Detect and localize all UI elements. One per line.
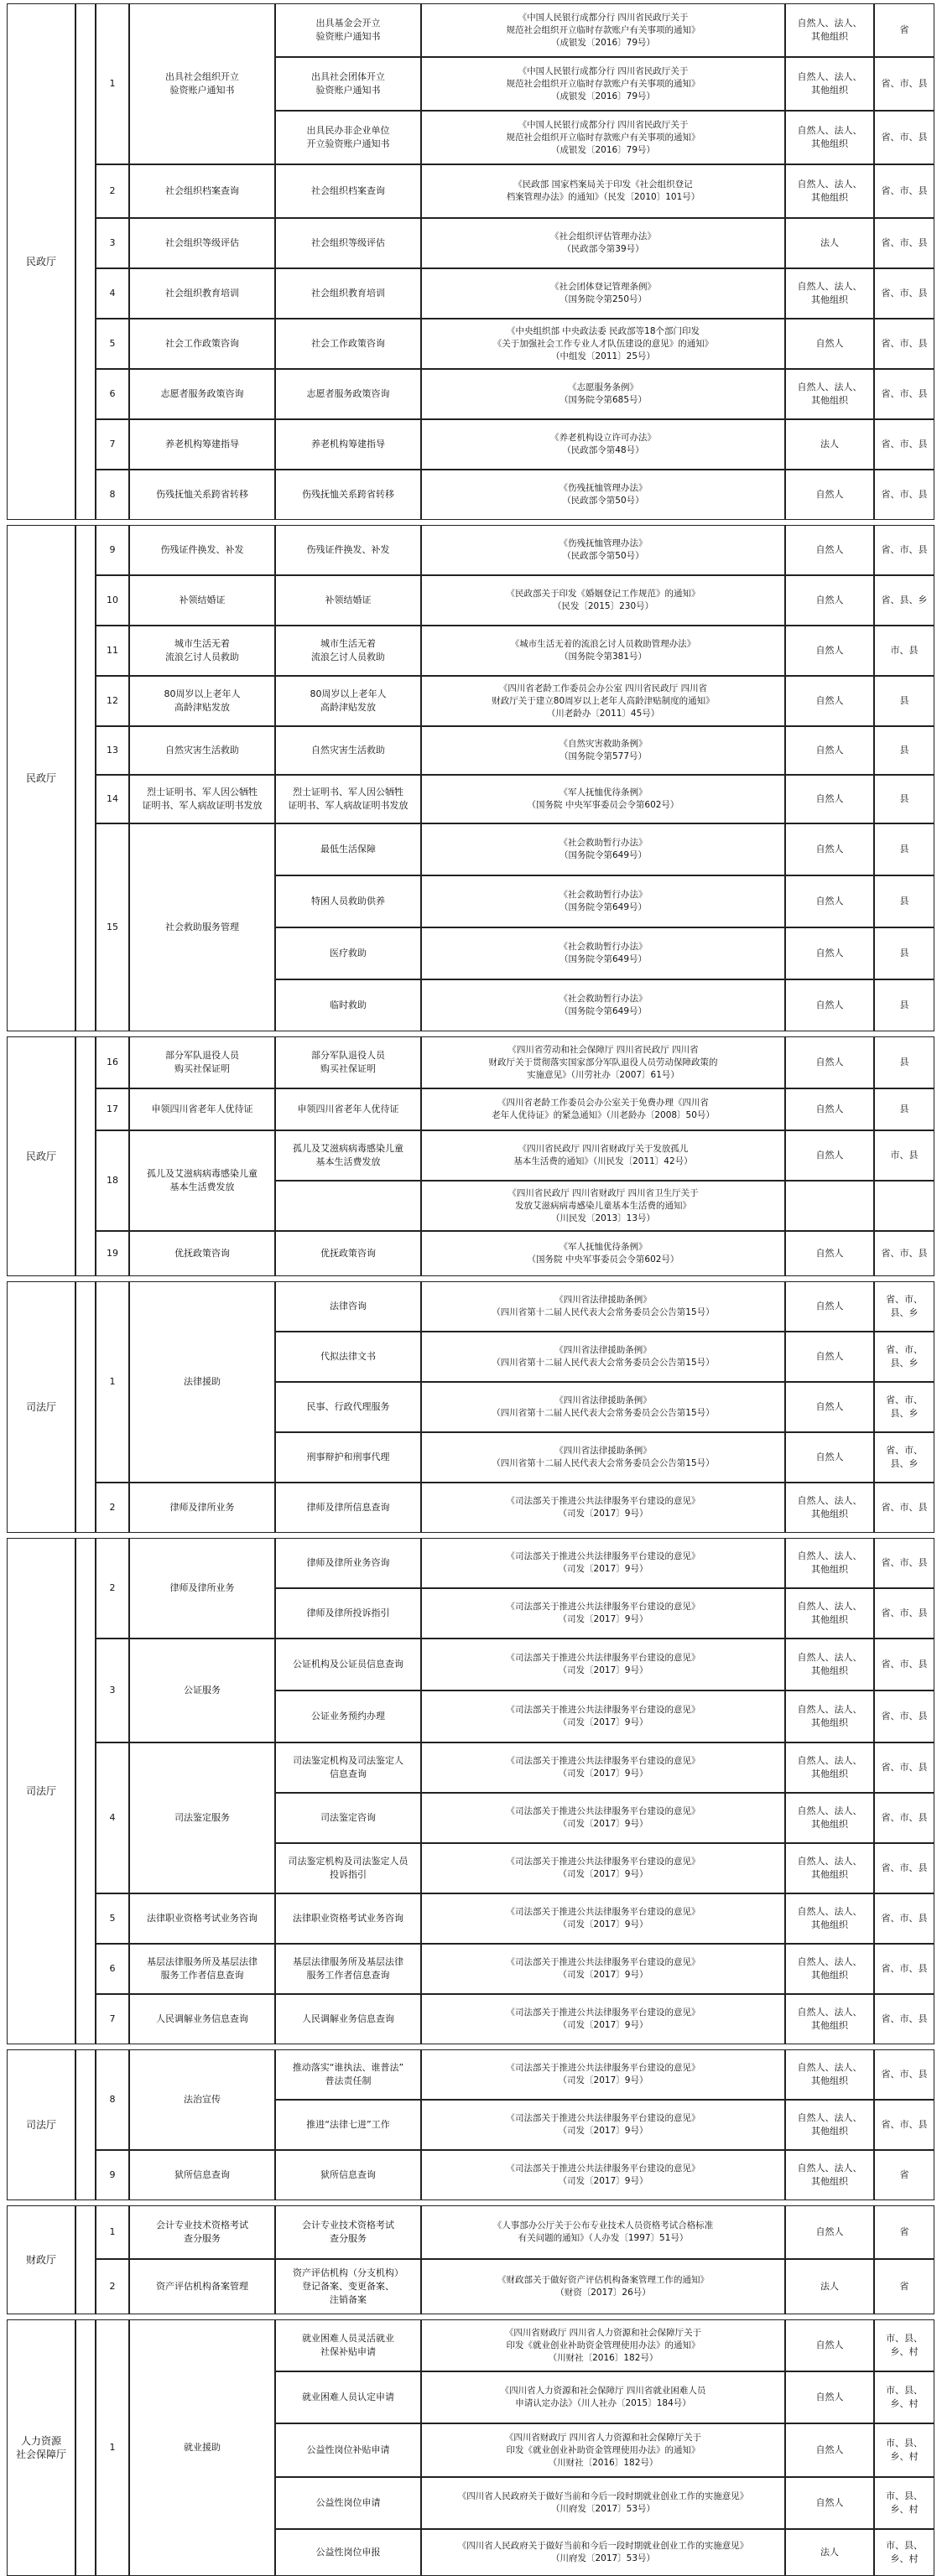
- item-number-cell: 11: [96, 626, 129, 676]
- legal-basis-cell: 《四川省人民政府关于做好当前和今后一段时期就业创业工作的实施意见》 （川府发〔2017〕53号）: [421, 2477, 785, 2529]
- legal-basis-cell: 《社会组织评估管理办法》 （民政部令第39号）: [421, 218, 785, 268]
- legal-basis-cell: 《四川省老龄工作委员会办公室关于免费办理《四川省 老年人优待证》的紧急通知》（川老龄办〔2008〕50号）: [421, 1088, 785, 1130]
- sub-item-cell: 会计专业技术资格考试 查分服务: [275, 2205, 421, 2259]
- service-level-cell: 省、市、县: [874, 218, 934, 268]
- sub-item-cell: 司法鉴定机构及司法鉴定人员 投诉指引: [275, 1843, 421, 1893]
- service-level-cell: 省、市、县: [874, 369, 934, 419]
- item-number-cell: 6: [96, 1944, 129, 1994]
- service-level-cell: 县: [874, 676, 934, 726]
- item-name-cell: 社会组织档案查询: [129, 164, 275, 218]
- service-object-cell: 自然人: [785, 575, 874, 626]
- item-number-cell: 6: [96, 369, 129, 419]
- sub-item-cell: 推动落实“谁执法、谁普法” 普法责任制: [275, 2049, 421, 2100]
- service-object-cell: 自然人: [785, 676, 874, 726]
- service-level-cell: 市、县、 乡、村: [874, 2319, 934, 2371]
- item-number-cell: 1: [96, 2205, 129, 2259]
- legal-basis-cell: 《四川省财政厅 四川省人力资源和社会保障厅关于 印发《就业创业补助资金管理使用办法》的通知》 （川财社〔2016〕182号）: [421, 2319, 785, 2371]
- service-object-cell: 自然人、法人、 其他组织: [785, 2049, 874, 2100]
- service-object-cell: 自然人、法人、 其他组织: [785, 1538, 874, 1588]
- legal-basis-cell: 《司法部关于推进公共法律服务平台建设的意见》 （司发〔2017〕9号）: [421, 2049, 785, 2100]
- service-object-cell: 自然人、法人、 其他组织: [785, 111, 874, 164]
- sub-item-cell: 烈士证明书、军人因公牺牲 证明书、军人病故证明书发放: [275, 775, 421, 823]
- service-object-cell: 自然人: [785, 2371, 874, 2423]
- sub-item-cell: 社会组织档案查询: [275, 164, 421, 218]
- legal-basis-cell: 《中国人民银行成都分行 四川省民政厅关于 规范社会组织开立临时存款账户有关事项的通知》 （成银发〔2016〕79号）: [421, 57, 785, 111]
- legal-basis-cell: 《司法部关于推进公共法律服务平台建设的意见》 （司发〔2017〕9号）: [421, 1483, 785, 1533]
- service-object-cell: [785, 1181, 874, 1231]
- department-cell: 民政厅: [7, 3, 75, 520]
- item-number-cell: 4: [96, 268, 129, 319]
- item-name-cell: 出具社会组织开立 验资账户通知书: [129, 3, 275, 164]
- service-object-cell: 自然人: [785, 775, 874, 823]
- service-object-cell: 自然人: [785, 1332, 874, 1382]
- legal-basis-cell: 《司法部关于推进公共法律服务平台建设的意见》 （司发〔2017〕9号）: [421, 1588, 785, 1639]
- service-level-cell: 省、市、县: [874, 164, 934, 218]
- item-number-cell: 8: [96, 470, 129, 520]
- item-number-cell: 14: [96, 775, 129, 823]
- service-object-cell: 自然人: [785, 2423, 874, 2477]
- spacer-column-cell: [75, 2319, 96, 2576]
- service-level-cell: 省、市、县: [874, 1944, 934, 1994]
- legal-basis-cell: 《四川省民政厅 四川省财政厅 四川省卫生厅关于 发放艾滋病病毒感染儿童基本生活费的通知》 （川民发〔2013〕13号）: [421, 1181, 785, 1231]
- service-level-cell: 省: [874, 2205, 934, 2259]
- legal-basis-cell: 《司法部关于推进公共法律服务平台建设的意见》 （司发〔2017〕9号）: [421, 1538, 785, 1588]
- legal-basis-cell: 《民政部 国家档案局关于印发《社会组织登记 档案管理办法》的通知》（民发〔2010〕101号）: [421, 164, 785, 218]
- service-object-cell: 自然人、法人、 其他组织: [785, 1893, 874, 1944]
- service-object-cell: 自然人、法人、 其他组织: [785, 3, 874, 57]
- legal-basis-cell: 《司法部关于推进公共法律服务平台建设的意见》 （司发〔2017〕9号）: [421, 1690, 785, 1742]
- service-level-cell: 省、县、乡: [874, 575, 934, 626]
- service-level-cell: 省、市、县: [874, 1893, 934, 1944]
- service-level-cell: 省、市、 县、乡: [874, 1281, 934, 1332]
- sub-item-cell: 80周岁以上老年人 高龄津贴发放: [275, 676, 421, 726]
- item-number-cell: 1: [96, 1281, 129, 1483]
- legal-basis-cell: 《四川省人力资源和社会保障厅 四川省就业困难人员 申请认定办法》（川人社办〔2015〕184号）: [421, 2371, 785, 2423]
- spacer-column-cell: [75, 3, 96, 520]
- service-level-cell: 省、市、县: [874, 268, 934, 319]
- service-object-cell: 自然人、法人、 其他组织: [785, 57, 874, 111]
- sub-item-cell: 就业困难人员认定申请: [275, 2371, 421, 2423]
- sub-item-cell: 特困人员救助供养: [275, 875, 421, 927]
- item-number-cell: 10: [96, 575, 129, 626]
- service-level-cell: 省、市、县: [874, 1742, 934, 1793]
- service-object-cell: 自然人、法人、 其他组织: [785, 1994, 874, 2044]
- spacer-column-cell: [75, 2049, 96, 2200]
- item-name-cell: 就业援助: [129, 2319, 275, 2576]
- spacer-column-cell: [75, 1281, 96, 1533]
- sub-item-cell: 医疗救助: [275, 927, 421, 979]
- service-level-cell: 省、市、县: [874, 319, 934, 369]
- service-object-cell: 自然人、法人、 其他组织: [785, 164, 874, 218]
- service-level-cell: 市、县、 乡、村: [874, 2477, 934, 2529]
- item-number-cell: 3: [96, 218, 129, 268]
- sub-item-cell: 民事、行政代理服务: [275, 1382, 421, 1432]
- service-level-cell: [874, 1181, 934, 1231]
- service-level-cell: 市、县、 乡、村: [874, 2423, 934, 2477]
- sub-item-cell: 司法鉴定咨询: [275, 1793, 421, 1843]
- sub-item-cell: 司法鉴定机构及司法鉴定人 信息查询: [275, 1742, 421, 1793]
- item-number-cell: 2: [96, 2259, 129, 2314]
- service-level-cell: 省、市、县: [874, 111, 934, 164]
- item-name-cell: 社会工作政策咨询: [129, 319, 275, 369]
- item-name-cell: 烈士证明书、军人因公牺牲 证明书、军人病故证明书发放: [129, 775, 275, 823]
- item-name-cell: 法律职业资格考试业务咨询: [129, 1893, 275, 1944]
- item-name-cell: 志愿者服务政策咨询: [129, 369, 275, 419]
- sub-item-cell: 公证机构及公证员信息查询: [275, 1639, 421, 1690]
- service-level-cell: 省、市、县: [874, 2100, 934, 2150]
- service-object-cell: 自然人、法人、 其他组织: [785, 1588, 874, 1639]
- legal-basis-cell: 《四川省财政厅 四川省人力资源和社会保障厅关于 印发《就业创业补助资金管理使用办法》的通知》 （川财社〔2016〕182号）: [421, 2423, 785, 2477]
- item-number-cell: 9: [96, 2150, 129, 2200]
- legal-basis-cell: 《民政部关于印发《婚姻登记工作规范》的通知》 （民发〔2015〕230号）: [421, 575, 785, 626]
- legal-basis-cell: 《四川省法律援助条例》 （四川省第十二届人民代表大会常务委员会公告第15号）: [421, 1332, 785, 1382]
- item-number-cell: 15: [96, 823, 129, 1031]
- service-object-cell: 自然人、法人、 其他组织: [785, 1742, 874, 1793]
- item-name-cell: 社会救助服务管理: [129, 823, 275, 1031]
- sub-item-cell: 公益性岗位申报: [275, 2529, 421, 2576]
- item-name-cell: 会计专业技术资格考试 查分服务: [129, 2205, 275, 2259]
- item-name-cell: 社会组织等级评估: [129, 218, 275, 268]
- service-object-cell: 自然人: [785, 626, 874, 676]
- service-object-cell: 法人: [785, 2529, 874, 2576]
- item-number-cell: 1: [96, 2319, 129, 2576]
- service-object-cell: 自然人: [785, 979, 874, 1031]
- item-number-cell: 2: [96, 1538, 129, 1639]
- item-number-cell: 18: [96, 1130, 129, 1231]
- service-level-cell: 省、市、县: [874, 1639, 934, 1690]
- sub-item-cell: 部分军队退役人员 购买社保证明: [275, 1036, 421, 1088]
- sub-item-cell: 律师及律所业务咨询: [275, 1538, 421, 1588]
- item-number-cell: 7: [96, 419, 129, 470]
- legal-basis-cell: 《司法部关于推进公共法律服务平台建设的意见》 （司发〔2017〕9号）: [421, 1893, 785, 1944]
- legal-basis-cell: 《社会救助暂行办法》 （国务院令第649号）: [421, 823, 785, 875]
- department-cell: 民政厅: [7, 1036, 75, 1276]
- department-cell: 司法厅: [7, 1281, 75, 1533]
- legal-basis-cell: 《自然灾害救助条例》 （国务院令第577号）: [421, 726, 785, 775]
- item-number-cell: 17: [96, 1088, 129, 1130]
- sub-item-cell: 养老机构筹建指导: [275, 419, 421, 470]
- item-number-cell: 16: [96, 1036, 129, 1088]
- sub-item-cell: 优抚政策咨询: [275, 1231, 421, 1276]
- sub-item-cell: 最低生活保障: [275, 823, 421, 875]
- item-number-cell: 1: [96, 3, 129, 164]
- service-object-cell: 自然人: [785, 2205, 874, 2259]
- service-object-cell: 自然人: [785, 726, 874, 775]
- sub-item-cell: 伤残抚恤关系跨省转移: [275, 470, 421, 520]
- legal-basis-cell: 《司法部关于推进公共法律服务平台建设的意见》 （司发〔2017〕9号）: [421, 2150, 785, 2200]
- sub-item-cell: 法律职业资格考试业务咨询: [275, 1893, 421, 1944]
- service-object-cell: 自然人、法人、 其他组织: [785, 1793, 874, 1843]
- service-object-cell: 自然人: [785, 1382, 874, 1432]
- service-level-cell: 省、市、县: [874, 2049, 934, 2100]
- service-object-cell: 自然人: [785, 2477, 874, 2529]
- sub-item-cell: 补领结婚证: [275, 575, 421, 626]
- sub-item-cell: 推进“法律七进”工作: [275, 2100, 421, 2150]
- item-name-cell: 自然灾害生活救助: [129, 726, 275, 775]
- service-object-cell: 自然人: [785, 1432, 874, 1483]
- item-name-cell: 孤儿及艾滋病病毒感染儿童 基本生活费发放: [129, 1130, 275, 1231]
- legal-basis-cell: 《司法部关于推进公共法律服务平台建设的意见》 （司发〔2017〕9号）: [421, 1793, 785, 1843]
- item-name-cell: 律师及律所业务: [129, 1483, 275, 1533]
- service-level-cell: 省、市、县: [874, 1843, 934, 1893]
- item-name-cell: 法律援助: [129, 1281, 275, 1483]
- legal-basis-cell: 《四川省人民政府关于做好当前和今后一段时期就业创业工作的实施意见》 （川府发〔2017〕53号）: [421, 2529, 785, 2576]
- item-name-cell: 养老机构筹建指导: [129, 419, 275, 470]
- item-name-cell: 80周岁以上老年人 高龄津贴发放: [129, 676, 275, 726]
- item-name-cell: 基层法律服务所及基层法律 服务工作者信息查询: [129, 1944, 275, 1994]
- sub-item-cell: 律师及律所投诉指引: [275, 1588, 421, 1639]
- service-object-cell: 自然人: [785, 1036, 874, 1088]
- legal-basis-cell: 《四川省民政厅 四川省财政厅关于发放孤儿 基本生活费的通知》（川民发〔2011〕42号）: [421, 1130, 785, 1181]
- service-object-cell: 自然人: [785, 2319, 874, 2371]
- legal-basis-cell: 《社会救助暂行办法》 （国务院令第649号）: [421, 927, 785, 979]
- service-object-cell: 法人: [785, 218, 874, 268]
- legal-basis-cell: 《军人抚恤优待条例》 （国务院 中央军事委员会令第602号）: [421, 1231, 785, 1276]
- item-name-cell: 优抚政策咨询: [129, 1231, 275, 1276]
- sub-item-cell: 出具社会团体开立 验资账户通知书: [275, 57, 421, 111]
- department-cell: 人力资源 社会保障厅: [7, 2319, 75, 2576]
- sub-item-cell: 社会组织等级评估: [275, 218, 421, 268]
- item-number-cell: 4: [96, 1742, 129, 1893]
- service-level-cell: 省、市、县: [874, 1588, 934, 1639]
- legal-basis-cell: 《四川省老龄工作委员会办公室 四川省民政厅 四川省 财政厅关于建立80周岁以上老年人高龄津贴制度的通知》 （川老龄办〔2011〕45号）: [421, 676, 785, 726]
- item-name-cell: 部分军队退役人员 购买社保证明: [129, 1036, 275, 1088]
- legal-basis-cell: 《财政部关于做好资产评估机构备案管理工作的通知》 （财资〔2017〕26号）: [421, 2259, 785, 2314]
- service-level-cell: 市、县: [874, 1130, 934, 1181]
- item-number-cell: 5: [96, 319, 129, 369]
- service-level-cell: 省、市、县: [874, 525, 934, 575]
- sub-item-cell: 申领四川省老年人优待证: [275, 1088, 421, 1130]
- legal-basis-cell: 《社会救助暂行办法》 （国务院令第649号）: [421, 979, 785, 1031]
- sub-item-cell: 人民调解业务信息查询: [275, 1994, 421, 2044]
- item-name-cell: 法治宣传: [129, 2049, 275, 2150]
- service-object-cell: 自然人: [785, 875, 874, 927]
- service-object-cell: 自然人、法人、 其他组织: [785, 1944, 874, 1994]
- service-level-cell: 省: [874, 3, 934, 57]
- sub-item-cell: 狱所信息查询: [275, 2150, 421, 2200]
- service-level-cell: 省、市、县: [874, 1793, 934, 1843]
- legal-basis-cell: 《中国人民银行成都分行 四川省民政厅关于 规范社会组织开立临时存款账户有关事项的通知》 （成银发〔2016〕79号）: [421, 111, 785, 164]
- service-level-cell: 省、市、县: [874, 57, 934, 111]
- item-name-cell: 公证服务: [129, 1639, 275, 1742]
- service-level-cell: 省: [874, 2259, 934, 2314]
- legal-basis-cell: 《志愿服务条例》 （国务院令第685号）: [421, 369, 785, 419]
- legal-basis-cell: 《司法部关于推进公共法律服务平台建设的意见》 （司发〔2017〕9号）: [421, 1742, 785, 1793]
- item-number-cell: 7: [96, 1994, 129, 2044]
- service-object-cell: 自然人、法人、 其他组织: [785, 2100, 874, 2150]
- sub-item-cell: 法律咨询: [275, 1281, 421, 1332]
- sub-item-cell: 律师及律所信息查询: [275, 1483, 421, 1533]
- sub-item-cell: 刑事辩护和刑事代理: [275, 1432, 421, 1483]
- legal-basis-cell: 《中央组织部 中央政法委 民政部等18个部门印发 《关于加强社会工作专业人才队伍建设的意见》的通知》 （中组发〔2011〕25号）: [421, 319, 785, 369]
- service-level-cell: 县: [874, 927, 934, 979]
- service-object-cell: 自然人: [785, 1281, 874, 1332]
- legal-basis-cell: 《人事部办公厅关于公布专业技术人员资格考试合格标准 有关问题的通知》（人办发〔1997〕51号）: [421, 2205, 785, 2259]
- item-number-cell: 13: [96, 726, 129, 775]
- service-level-cell: 省、市、县: [874, 1231, 934, 1276]
- item-name-cell: 社会组织教育培训: [129, 268, 275, 319]
- item-number-cell: 8: [96, 2049, 129, 2150]
- item-name-cell: 伤残抚恤关系跨省转移: [129, 470, 275, 520]
- service-level-cell: 市、县、 乡、村: [874, 2529, 934, 2576]
- sub-item-cell: 公益性岗位申请: [275, 2477, 421, 2529]
- service-level-cell: 省、市、县: [874, 1483, 934, 1533]
- sub-item-cell: 城市生活无着 流浪乞讨人员救助: [275, 626, 421, 676]
- service-object-cell: 自然人: [785, 1231, 874, 1276]
- sub-item-cell: [275, 1181, 421, 1231]
- legal-basis-cell: 《军人抚恤优待条例》 （国务院 中央军事委员会令第602号）: [421, 775, 785, 823]
- service-object-cell: 自然人: [785, 525, 874, 575]
- item-name-cell: 狱所信息查询: [129, 2150, 275, 2200]
- sub-item-cell: 出具基金会开立 验资账户通知书: [275, 3, 421, 57]
- service-level-cell: 县: [874, 823, 934, 875]
- department-cell: 财政厅: [7, 2205, 75, 2314]
- service-object-cell: 自然人、法人、 其他组织: [785, 268, 874, 319]
- legal-basis-cell: 《四川省法律援助条例》 （四川省第十二届人民代表大会常务委员会公告第15号）: [421, 1281, 785, 1332]
- item-name-cell: 资产评估机构备案管理: [129, 2259, 275, 2314]
- sub-item-cell: 伤残证件换发、补发: [275, 525, 421, 575]
- item-number-cell: 5: [96, 1893, 129, 1944]
- service-object-cell: 自然人、法人、 其他组织: [785, 369, 874, 419]
- item-name-cell: 申领四川省老年人优待证: [129, 1088, 275, 1130]
- item-number-cell: 2: [96, 1483, 129, 1533]
- service-object-cell: 自然人、法人、 其他组织: [785, 1843, 874, 1893]
- service-level-cell: 省、市、县: [874, 1538, 934, 1588]
- legal-basis-cell: 《四川省法律援助条例》 （四川省第十二届人民代表大会常务委员会公告第15号）: [421, 1432, 785, 1483]
- service-level-cell: 省、市、 县、乡: [874, 1382, 934, 1432]
- legal-basis-cell: 《司法部关于推进公共法律服务平台建设的意见》 （司发〔2017〕9号）: [421, 2100, 785, 2150]
- legal-basis-cell: 《四川省劳动和社会保障厅 四川省民政厅 四川省 财政厅关于贯彻落实国家部分军队退役人员劳动保障政策的 实施意见》（川劳社办〔2007〕61号）: [421, 1036, 785, 1088]
- service-level-cell: 县: [874, 1088, 934, 1130]
- legal-basis-cell: 《社会团体登记管理条例》 （国务院令第250号）: [421, 268, 785, 319]
- service-object-cell: 自然人: [785, 1088, 874, 1130]
- service-level-cell: 市、县、 乡、村: [874, 2371, 934, 2423]
- service-level-cell: 县: [874, 979, 934, 1031]
- sub-item-cell: 自然灾害生活救助: [275, 726, 421, 775]
- service-object-cell: 自然人: [785, 927, 874, 979]
- item-name-cell: 伤残证件换发、补发: [129, 525, 275, 575]
- legal-basis-cell: 《城市生活无着的流浪乞讨人员救助管理办法》 （国务院令第381号）: [421, 626, 785, 676]
- legal-basis-cell: 《司法部关于推进公共法律服务平台建设的意见》 （司发〔2017〕9号）: [421, 1994, 785, 2044]
- service-object-cell: 自然人: [785, 823, 874, 875]
- item-number-cell: 9: [96, 525, 129, 575]
- department-cell: 司法厅: [7, 1538, 75, 2044]
- sub-item-cell: 公证业务预约办理: [275, 1690, 421, 1742]
- legal-basis-cell: 《司法部关于推进公共法律服务平台建设的意见》 （司发〔2017〕9号）: [421, 1639, 785, 1690]
- service-object-cell: 法人: [785, 419, 874, 470]
- item-number-cell: 19: [96, 1231, 129, 1276]
- service-level-cell: 市、县: [874, 626, 934, 676]
- service-level-cell: 省、市、县: [874, 470, 934, 520]
- item-name-cell: 司法鉴定服务: [129, 1742, 275, 1893]
- service-object-cell: 自然人: [785, 470, 874, 520]
- sub-item-cell: 孤儿及艾滋病病毒感染儿童 基本生活费发放: [275, 1130, 421, 1181]
- spacer-column-cell: [75, 2205, 96, 2314]
- legal-basis-cell: 《养老机构设立许可办法》 （民政部令第48号）: [421, 419, 785, 470]
- legal-basis-cell: 《中国人民银行成都分行 四川省民政厅关于 规范社会组织开立临时存款账户有关事项的通知》 （成银发〔2016〕79号）: [421, 3, 785, 57]
- sub-item-cell: 就业困难人员灵活就业 社保补贴申请: [275, 2319, 421, 2371]
- legal-basis-cell: 《社会救助暂行办法》 （国务院令第649号）: [421, 875, 785, 927]
- item-name-cell: 人民调解业务信息查询: [129, 1994, 275, 2044]
- item-number-cell: 2: [96, 164, 129, 218]
- spacer-column-cell: [75, 1036, 96, 1276]
- legal-basis-cell: 《四川省法律援助条例》 （四川省第十二届人民代表大会常务委员会公告第15号）: [421, 1382, 785, 1432]
- legal-basis-cell: 《司法部关于推进公共法律服务平台建设的意见》 （司发〔2017〕9号）: [421, 1843, 785, 1893]
- service-level-cell: 县: [874, 1036, 934, 1088]
- service-level-cell: 县: [874, 726, 934, 775]
- item-name-cell: 城市生活无着 流浪乞讨人员救助: [129, 626, 275, 676]
- item-number-cell: 3: [96, 1639, 129, 1742]
- service-level-cell: 省、市、 县、乡: [874, 1432, 934, 1483]
- service-level-cell: 省、市、 县、乡: [874, 1332, 934, 1382]
- sub-item-cell: 出具民办非企业单位 开立验资账户通知书: [275, 111, 421, 164]
- service-object-cell: 自然人、法人、 其他组织: [785, 1639, 874, 1690]
- legal-basis-cell: 《伤残抚恤管理办法》 （民政部令第50号）: [421, 470, 785, 520]
- sub-item-cell: 资产评估机构（分支机构） 登记备案、变更备案、 注销备案: [275, 2259, 421, 2314]
- service-object-cell: 自然人、法人、 其他组织: [785, 2150, 874, 2200]
- service-level-cell: 省、市、县: [874, 419, 934, 470]
- sub-item-cell: 代拟法律文书: [275, 1332, 421, 1382]
- sub-item-cell: 基层法律服务所及基层法律 服务工作者信息查询: [275, 1944, 421, 1994]
- department-cell: 司法厅: [7, 2049, 75, 2200]
- sub-item-cell: 公益性岗位补贴申请: [275, 2423, 421, 2477]
- service-object-cell: 自然人、法人、 其他组织: [785, 1483, 874, 1533]
- service-object-cell: 法人: [785, 2259, 874, 2314]
- item-name-cell: 补领结婚证: [129, 575, 275, 626]
- department-cell: 民政厅: [7, 525, 75, 1031]
- service-level-cell: 省: [874, 2150, 934, 2200]
- legal-basis-cell: 《司法部关于推进公共法律服务平台建设的意见》 （司发〔2017〕9号）: [421, 1944, 785, 1994]
- service-object-cell: 自然人、法人、 其他组织: [785, 1690, 874, 1742]
- service-level-cell: 省、市、县: [874, 1994, 934, 2044]
- service-level-cell: 县: [874, 875, 934, 927]
- item-number-cell: 12: [96, 676, 129, 726]
- service-object-cell: 自然人: [785, 1130, 874, 1181]
- spacer-column-cell: [75, 1538, 96, 2044]
- spacer-column-cell: [75, 525, 96, 1031]
- sub-item-cell: 志愿者服务政策咨询: [275, 369, 421, 419]
- item-name-cell: 律师及律所业务: [129, 1538, 275, 1639]
- sub-item-cell: 社会组织教育培训: [275, 268, 421, 319]
- service-level-cell: 县: [874, 775, 934, 823]
- sub-item-cell: 社会工作政策咨询: [275, 319, 421, 369]
- service-level-cell: 省、市、县: [874, 1690, 934, 1742]
- sub-item-cell: 临时救助: [275, 979, 421, 1031]
- legal-basis-cell: 《伤残抚恤管理办法》 （民政部令第50号）: [421, 525, 785, 575]
- service-object-cell: 自然人: [785, 319, 874, 369]
